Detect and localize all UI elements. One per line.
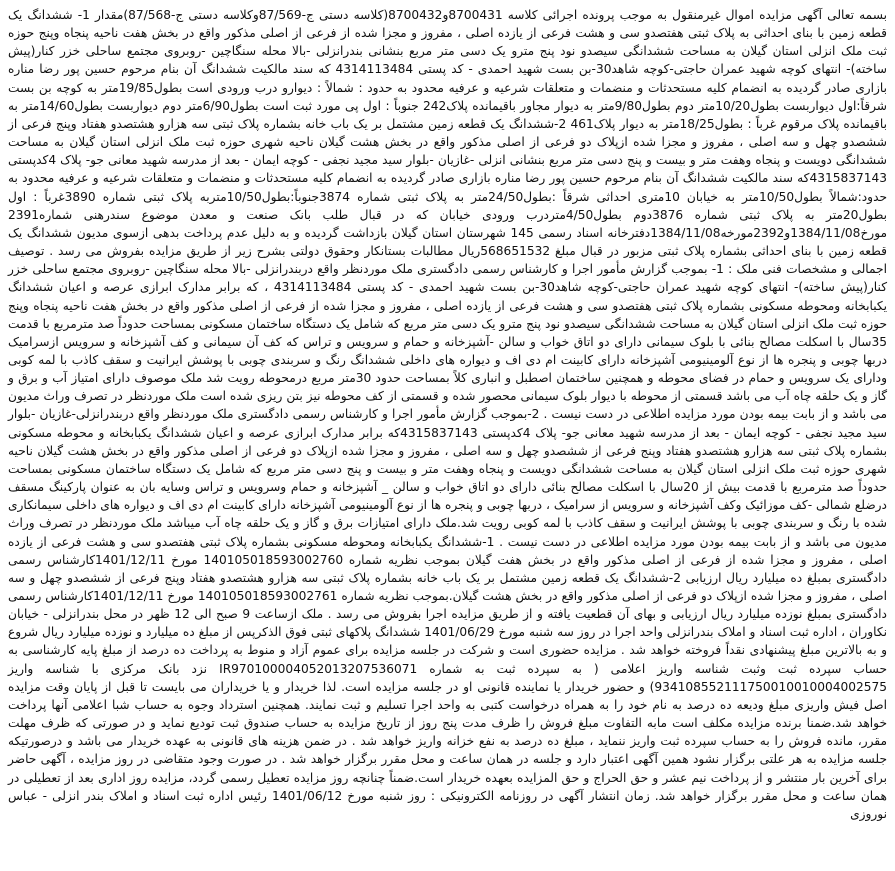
- auction-notice-body: بسمه تعالی آگهی مزایده اموال غیرمنقول به موجب پرونده اجرائی کلاسه 8700431و8700432(کلاسه دستی ج-87/569وکلاسه دستی ج-87/568)مقدار 1- ششدانگ یک قطعه زمین با بناى احداثی به پلاک ثبتی هفتصدو سی و هشت فرعی از یازده اصلی ، مفروز و مجزا شده از فرعی از اصلی مذکور واقع در بخش هفت ناحیه پنجاه وپنج حوزه ثبت ملک انزلی استان گیلان به مساحت ششدانگی سیصدو نود پنج مترو یک دسی متر مربع بنشانی بندرانزلی -بالا محله سنگاچین -روبروی مجتمع ساحلی خزر کنار(پیش ساخته)- انتهای کوچه شهید عمران حاجتی-کوچه شاهد30-بن بست شهید احمدی - کد پستی 4314113484 که سند مالکیت ششدانگ آن بنام مرحوم حسین پور رضا مناره بازاری صادر گردیده به انضمام کلیه مستحدثات و منضمات و متعلقات شرعیه و عرفیه محدود به حدود : شمالاً : دیوارو درب ورودی است بطول19/85متر به کوچه بن بست شرقاً:اول دیواربست بطول10/20متر دوم بطول9/80متر به دیوار مجاور باقیمانده پلاک242 جنوباً : اول پی مورد ثبت است بطول6/90متر دوم دیواربست بطول14/60متر به باقیمانده پلاک مرقوم غرباً : بطول18/25متر به دیوار پلاک461 2-ششدانگ یک قطعه زمین مشتمل بر یک باب خانه بشماره پلاک ثبتی سه هزارو هشتصدو هفتاد وپنج فرعی از ششصدو چهل و سه اصلی ، مفروز و مجزا شده ازپلاک دو فرعی از اصلی مذکور واقع در بخش هشت گیلان ناحیه شهری حوزه ثبت ملک انزلی استان گیلان به مساحت ششدانگی دویست و پنجاه وهفت متر و بیست و پنج دسی متر مربع بنشانی انزلی -غازیان -بلوار سید مجید نجفی - کوچه ایمان - بعد از مدرسه شهید معانی جو- پلاک 4کدپستی 4315837143که سند مالکیت ششدانگ آن بنام مرحوم حسین پور رضا مناره بازاری صادر گردیده به انضمام کلیه مستحدثات و منضمات و متعلقات شرعیه و عرفیه محدود به حدود:شمالاً بطول10/50متر به خیابان 10متری احداثی شرقاً :بطول24/50متر به پلاک ثبتی شماره 3874جنوباً:بطول10/50متربه پلاک ثبتی شماره 3890غرباً : اول بطول20متر به پلاک ثبتی شماره 3876دوم بطول4/50متردرب ورودی خیابان که در قبال طلب بانک صنعت و معدن موضوع سندرهنی شماره2391 مورخ1384/11/08و2392مورخه1384/11/08دفترخانه اسناد رسمی 145 شهرستان استان گیلان بازداشت گردیده و به دلیل عدم پرداخت بدهی ازسوی مدیون ششدانگ یک قطعه زمین با بناى احداثی بشماره پلاک ثبتی مزبور در قبال مبلغ 568651532ریال مطالبات بستانکار وحقوق دولتی بشرح زیر از طریق مزایده بفروش می رسد . توصیف اجمالی و مشخصات فنی ملک : 1- بموجب گزارش مأمور اجرا و کارشناس رسمی دادگستری ملک موردنظر واقع دربندرانزلی -بالا محله سنگاچین -روبروی مجتمع ساحلی خزر کنار(پیش ساخته)- انتهای کوچه شهید عمران حاجتی-کوچه شاهد30-بن بست شهید احمدی - کد پستی 4314113484 ، که برابر مدارک ابرازی عرصه و اعیان ششدانگ یکبابخانه ومحوطه مسکونی بشماره پلاک ثبتی هفتصدو سی و هشت فرعی از یازده اصلی ، مفروز و مجزا شده از فرعی از اصلی مذکور واقع در بخش هفت ناحیه پنجاه وپنج حوزه ثبت ملک انزلی استان گیلان به مساحت ششدانگی سیصدو نود پنج مترو یک دسی متر مربع که شامل یک دستگاه ساختمان مسکونی بمساحت حدوداً صد مترمربع با قدمت 35سال با اسکلت مصالح بنائی با بلوک سیمانی دارای دو اتاق خواب و سالن -آشپزخانه و حمام و سرویس و تراس که کف آن سیمانی و کف آشپزخانه و سرویس ازسرامیک دربها چوبی و پنجره ها از نوع آلومینیومی آشپزخانه دارای کابینت ام دی اف و دیواره های داخلی ششدانگ رنگ و سربندی چوبی با پوشش ایرانیت و سقف کاذب با لمه کوبی ودارای یک سرویس و حمام در فضای محوطه و همچنین ساختمان اصطبل و انباری کلاً بمساحت حدود 30متر مربع درمحوطه رویت شد ملک موصوف دارای امتیاز آب و برق و گاز و یک حلقه چاه آب می باشد قسمتی از محوطه با دیوار بلوک سیمانی محصور شده و قسمتی از کف محوطه نیز بتن ریزی شده است ملک موردنظر در تصرف وراث مدیون می باشد و از بابت بیمه بودن مورد مزایده اطلاعی در دست نیست . 2-بموجب گزارش مأمور اجرا و کارشناس رسمی دادگستری ملک موردنظر واقع دربندرانزلی-غازیان -بلوار سید مجید نجفی - کوچه ایمان - بعد از مدرسه شهید معانی جو- پلاک 4کدپستی 4315837143که برابر مدارک ابرازی عرصه و اعیان ششدانگ یکبابخانه و محوطه مسکونی بشماره پلاک ثبتی سه هزارو هشتصدو هفتاد وپنج فرعی از ششصدو چهل و سه اصلی ، مفروز و مجزا شده ازپلاک دو فرعی از اصلی مذکور واقع در بخش هشت گیلان ناحیه شهری حوزه ثبت ملک انزلی استان گیلان به مساحت ششدانگی دویست و پنجاه وهفت متر و بیست و پنج دسی متر مربع که شامل یک دستگاه ساختمان مسکونی بمساحت حدوداً صد مترمربع با قدمت بیش از 20سال با اسکلت مصالح بنائی دارای دو اتاق خواب و سالن _ آشپزخانه و حمام وسرویس و تراس وسایه بان به عنوان پارکینگ مسقف درضلع شمالی -کف موزائیک وکف آشپزخانه و سرویس از سرامیک ، دربها چوبی و پنجره ها از نوع آلومینیومی آشپزخانه دارای کابینت ام دی اف و دیواره های داخلی سیمانکاری شده با رنگ و سربندی چوبی با پوشش ایرانیت و سقف کاذب با لمه کوبی رویت شد.ملک دارای امتیازات برق و گاز و یک حلقه چاه آب میباشد ملک موردنظر در تصرف وراث مدیون می باشد و از بابت بیمه بودن مورد مزایده اطلاعی در دست نیست . 1-ششدانگ یکبابخانه ومحوطه مسکونی بشماره پلاک ثبتی هفتصدو سی و هشت فرعی از یازده اصلی ، مفروز و مجزا شده از فرعی از اصلی مذکور واقع در بخش هفت گیلان بموجب نظریه شماره 140105018593002760 مورخ 1401/12/11کارشناس رسمی دادگستری بمبلغ ده میلیارد ریال ارزیابی 2-ششدانگ یک قطعه زمین مشتمل بر یک باب خانه بشماره پلاک ثبتی سه هزارو هشتصدو هفتاد وپنج فرعی از ششصدو چهل و سه اصلی ، مفروز و مجزا شده ازپلاک دو فرعی از اصلی مذکور واقع در بخش هشت گیلان.بموجب نظریه شماره 140105018593002761 مورخ 1401/12/11کارشناس رسمی دادگستری بمبلغ نوزده میلیارد ریال ارزیابی و بهای آن قطعیت یافته و از طریق مزایده اجرا بفروش می رسد . ملک ازساعت 9 صبح الی 12 ظهر در محل بندرانزلی - خیابان نکاوران ، اداره ثبت اسناد و املاک بندرانزلی واحد اجرا در روز سه شنبه مورخ 1401/06/29 ششدانگ پلاکهای ثبتی فوق الذکرپس از مبلغ ده میلیارد و نوزده میلیارد ریال شروع و به بالاترین مبلغ پیشنهادی نقداً فروخته خواهد شد . مزایده حضوری است و شرکت در جلسه مزایده برای عموم آزاد و منوط به پرداخت ده درصد از مبلغ پایه کارشناسی به حساب سپرده ثبت وثبت شناسه واریز اعلامی ( به سپرده ثبت به شماره IR970100004052013207536071 نزد بانک مرکزی با شناسه واریز 934108552111750010010004002575) و حضور خریدار یا نماینده قانونی او در جلسه مزایده است. لذا خریدار و یا خریداران می بایست تا قبل از پایان وقت مزایده اصل فیش واریزی مبلغ ودیعه ده درصد به نام خود را به همراه درخواست کتبی به واحد اجرا تسلیم و ثبت نمایند. همچنین استرداد وجوه به حساب شبا اعلامی آنها پرداخت خواهد شد.ضمنا برنده مزایده مکلف است مابه التفاوت مبلغ فروش را ظرف مدت پنج روز از تاریخ مزایده به حساب صندوق ثبت تودیع نماید و در صورتی که ظرف مهلت مقرر، مانده فروش را به حساب سپرده ثبت واریز ننماید ، مبلغ ده درصد به نفع خزانه واریز خواهد شد . در ضمن هزینه های قانونی به عهده خریدار می باشد و درصورتیکه جلسه مزایده به هر علتی برگزار نشود همین آگهی اعتبار دارد و جلسه در همان ساعت و محل مقرر برگزار خواهد شد . در صورت وجود متقاضی در روز مزایده ، آگهی حاضر برای آخرین بار منتشر و از پرداخت نیم عشر و حق الحراج و حق المزایده بعهده خریدار است.ضمناً چنانچه روز مزایده تعطیل رسمی گردد، مزایده روز اداری بعد از تعطیلی در همان ساعت و محل مقرر برگزار خواهد شد. زمان انتشار آگهی در روزنامه الکترونیکی : روز شنبه مورخ 1401/06/12 رئیس اداره ثبت اسناد و املاک بندر انزلی - عباس نوروزی: [8, 8, 888, 821]
